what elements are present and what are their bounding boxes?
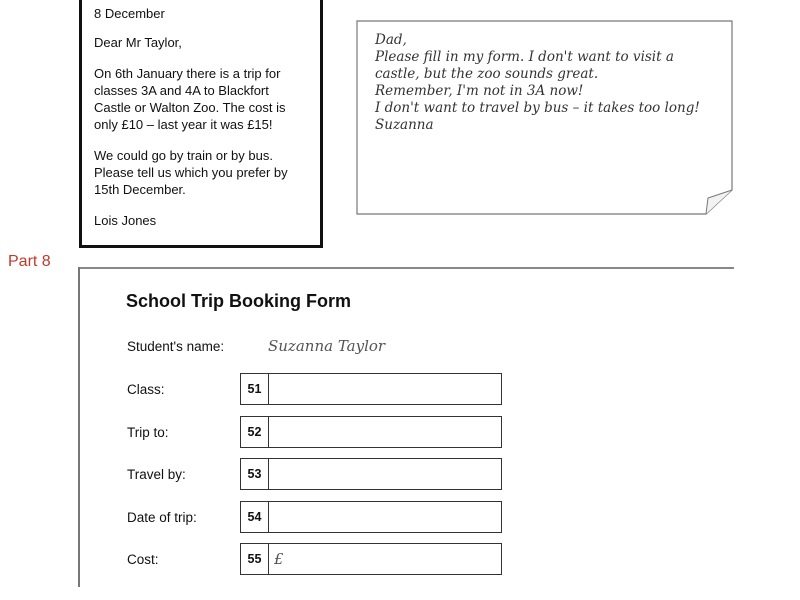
handwritten-note <box>356 20 734 215</box>
note-signature: Suzanna <box>375 117 434 133</box>
question-number: 53 <box>241 459 269 489</box>
student-name-value: Suzanna Taylor <box>268 337 386 355</box>
travel-by-label: Travel by: <box>127 467 186 482</box>
note-salutation: Dad, <box>375 32 407 48</box>
date-of-trip-field[interactable] <box>240 501 502 533</box>
date-of-trip-label: Date of trip: <box>127 510 197 525</box>
travel-by-field[interactable] <box>240 458 502 490</box>
note-line-1: Please fill in my form. I don't want to visit a castle, but the zoo sounds great. <box>375 49 674 82</box>
student-name-label: Student's name: <box>127 339 225 354</box>
note-text <box>375 32 720 134</box>
trip-to-field[interactable] <box>240 416 502 448</box>
letter-paragraph-1: On 6th January there is a trip for classes 3A and 4A to Blackfort Castle or Walton Zoo. The cost is only £10 – last year it was £15! <box>94 66 286 132</box>
form-left-border <box>78 267 80 587</box>
cost-field[interactable] <box>240 543 502 575</box>
note-line-3: I don't want to travel by bus – it takes too long! <box>375 100 700 116</box>
letter-paragraph-2: We could go by train or by bus. Please tell us which you prefer by 15th December. <box>94 148 288 197</box>
letter-date: 8 December <box>94 6 165 21</box>
class-field[interactable] <box>240 373 502 405</box>
cost-answer[interactable]: £ <box>274 550 284 568</box>
letter-box <box>79 0 323 248</box>
question-number: 52 <box>241 417 269 447</box>
class-label: Class: <box>127 382 165 397</box>
question-number: 51 <box>241 374 269 404</box>
letter-signature: Lois Jones <box>94 213 157 228</box>
note-line-2: Remember, I'm not in 3A now! <box>375 83 584 99</box>
trip-to-label: Trip to: <box>127 425 169 440</box>
part-label: Part 8 <box>8 253 51 270</box>
letter-greeting: Dear Mr Taylor, <box>94 35 182 50</box>
form-top-border <box>78 267 734 269</box>
cost-label: Cost: <box>127 552 159 567</box>
question-number: 54 <box>241 502 269 532</box>
question-number: 55 <box>241 544 269 574</box>
form-title: School Trip Booking Form <box>126 291 351 311</box>
